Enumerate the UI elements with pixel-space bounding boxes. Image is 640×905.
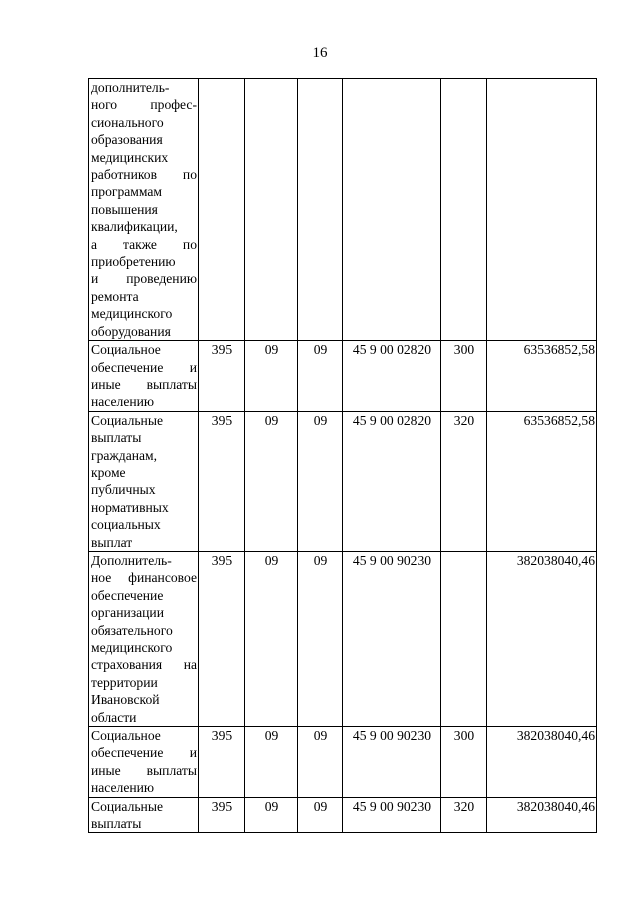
item-name-line: Социальное bbox=[91, 342, 161, 358]
amount-cell: 63536852,58 bbox=[487, 341, 597, 412]
table-row bbox=[89, 411, 597, 551]
subsection-code-cell: 09 bbox=[298, 341, 343, 412]
amount-cell: 382038040,46 bbox=[487, 551, 597, 726]
target-article-cell: 45 9 00 02820 bbox=[343, 411, 441, 551]
item-name-cell bbox=[89, 551, 199, 726]
expense-type-cell bbox=[441, 79, 487, 341]
item-name-line: ного профес- bbox=[91, 97, 197, 113]
item-name-line: приобретению bbox=[91, 254, 176, 270]
subsection-code-cell bbox=[298, 79, 343, 341]
item-name-line: и проведению bbox=[91, 271, 197, 287]
item-name-line: иные выплаты bbox=[91, 376, 197, 392]
ministry-code-cell: 395 bbox=[199, 727, 245, 798]
subsection-code-cell: 09 bbox=[298, 797, 343, 833]
item-name-line: выплат bbox=[91, 534, 133, 550]
item-name-line: территории bbox=[91, 674, 158, 690]
expense-type-cell: 320 bbox=[441, 797, 487, 833]
table-body bbox=[89, 79, 597, 833]
section-code-cell: 09 bbox=[245, 341, 298, 412]
amount-cell: 382038040,46 bbox=[487, 797, 597, 833]
section-code-cell: 09 bbox=[245, 727, 298, 798]
item-name-line: работников по bbox=[91, 167, 197, 183]
expense-type-cell: 300 bbox=[441, 341, 487, 412]
ministry-code-cell: 395 bbox=[199, 797, 245, 833]
target-article-cell: 45 9 00 90230 bbox=[343, 797, 441, 833]
amount-cell: 382038040,46 bbox=[487, 727, 597, 798]
item-name-line: выплаты bbox=[91, 816, 142, 832]
item-name-line: квалификации, bbox=[91, 219, 178, 235]
item-name-cell bbox=[89, 411, 199, 551]
item-name-cell bbox=[89, 727, 199, 798]
item-name-line: Ивановской bbox=[91, 692, 160, 708]
ministry-code-cell: 395 bbox=[199, 341, 245, 412]
item-name-line: медицинского bbox=[91, 306, 173, 322]
item-name-line: Дополнитель- bbox=[91, 552, 172, 568]
item-name-line: населению bbox=[91, 780, 155, 796]
item-name-line: социальных bbox=[91, 517, 161, 533]
item-name-cell bbox=[89, 797, 199, 833]
item-name-line: выплаты bbox=[91, 430, 142, 446]
subsection-code-cell: 09 bbox=[298, 551, 343, 726]
item-name-line: ное финансовое bbox=[91, 570, 197, 586]
expense-type-cell: 300 bbox=[441, 727, 487, 798]
table-row bbox=[89, 79, 597, 341]
item-name-line: области bbox=[91, 709, 137, 725]
item-name-cell bbox=[89, 79, 199, 341]
amount-cell bbox=[487, 79, 597, 341]
expense-type-cell: 320 bbox=[441, 411, 487, 551]
item-name-line: обеспечение и bbox=[91, 745, 197, 761]
item-name-line: дополнитель- bbox=[91, 80, 170, 95]
table-row bbox=[89, 727, 597, 798]
table-row bbox=[89, 551, 597, 726]
item-name-line: а также по bbox=[91, 236, 197, 252]
amount-cell: 63536852,58 bbox=[487, 411, 597, 551]
target-article-cell bbox=[343, 79, 441, 341]
target-article-cell: 45 9 00 90230 bbox=[343, 727, 441, 798]
item-name-line: повышения bbox=[91, 201, 158, 217]
section-code-cell bbox=[245, 79, 298, 341]
item-name-line: населению bbox=[91, 394, 155, 410]
item-name-line: организации bbox=[91, 605, 164, 621]
item-name-line: Социальные bbox=[91, 798, 163, 814]
target-article-cell: 45 9 00 02820 bbox=[343, 341, 441, 412]
item-name-line: нормативных bbox=[91, 499, 169, 515]
budget-table bbox=[88, 78, 597, 833]
item-name-line: ремонта bbox=[91, 288, 139, 304]
subsection-code-cell: 09 bbox=[298, 727, 343, 798]
table-row bbox=[89, 797, 597, 833]
item-name-line: оборудования bbox=[91, 323, 171, 339]
item-name-line: сионального bbox=[91, 114, 164, 130]
ministry-code-cell bbox=[199, 79, 245, 341]
subsection-code-cell: 09 bbox=[298, 411, 343, 551]
item-name-line: Социальные bbox=[91, 412, 163, 428]
item-name-line: гражданам, bbox=[91, 447, 158, 463]
ministry-code-cell: 395 bbox=[199, 411, 245, 551]
item-name-line: обеспечение bbox=[91, 587, 164, 603]
item-name-line: образования bbox=[91, 132, 163, 148]
item-name-line: программам bbox=[91, 184, 163, 200]
section-code-cell: 09 bbox=[245, 797, 298, 833]
item-name-line: иные выплаты bbox=[91, 762, 197, 778]
item-name-cell bbox=[89, 341, 199, 412]
item-name-line: обязательного bbox=[91, 622, 173, 638]
item-name-line: страхования на bbox=[91, 657, 197, 673]
item-name-line: публичных bbox=[91, 482, 156, 498]
page-number: 16 bbox=[312, 45, 328, 61]
expense-type-cell bbox=[441, 551, 487, 726]
item-name-line: кроме bbox=[91, 464, 126, 480]
section-code-cell: 09 bbox=[245, 411, 298, 551]
item-name-line: Социальное bbox=[91, 728, 161, 744]
ministry-code-cell: 395 bbox=[199, 551, 245, 726]
target-article-cell: 45 9 00 90230 bbox=[343, 551, 441, 726]
table-row bbox=[89, 341, 597, 412]
section-code-cell: 09 bbox=[245, 551, 298, 726]
item-name-line: обеспечение и bbox=[91, 359, 197, 375]
item-name-line: медицинского bbox=[91, 640, 173, 655]
item-name-line: медицинских bbox=[91, 149, 169, 165]
